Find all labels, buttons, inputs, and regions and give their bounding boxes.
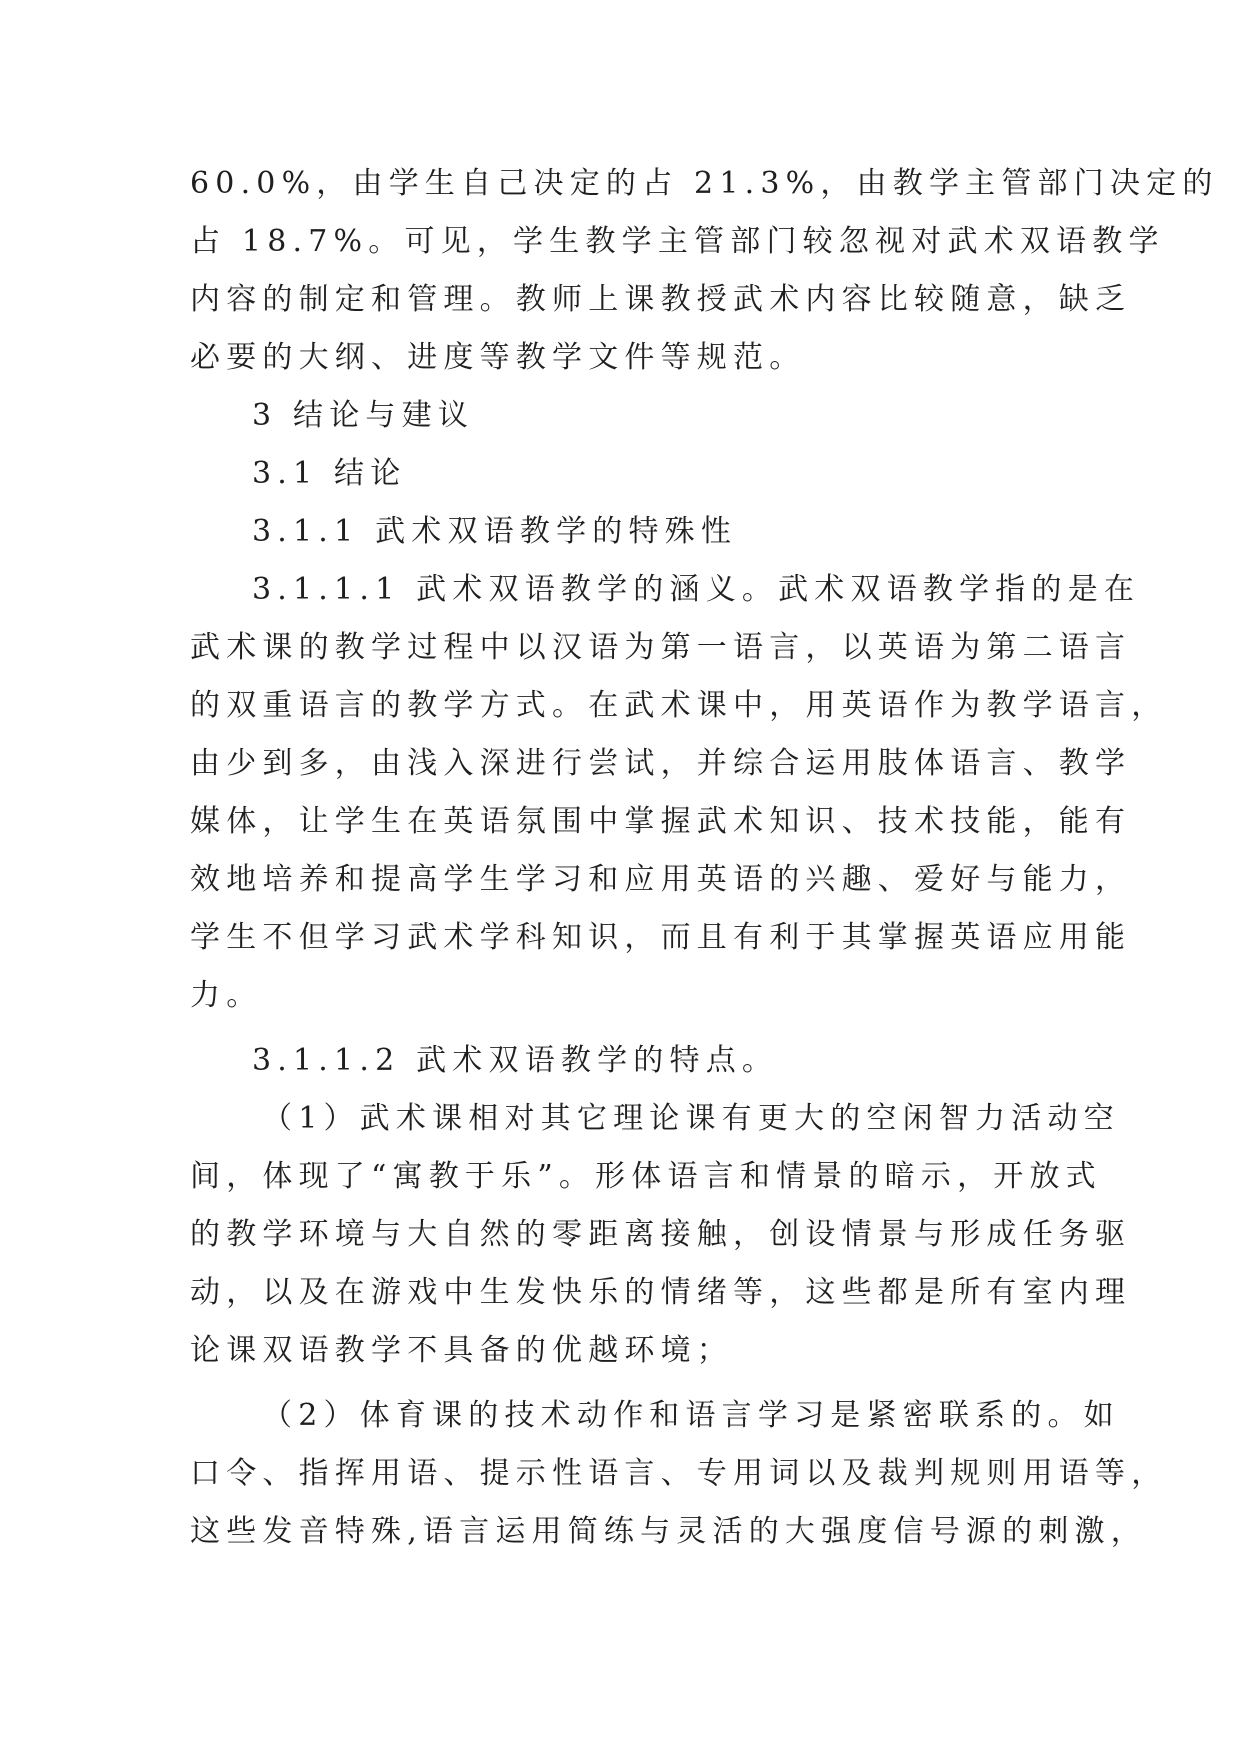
text-line: 力。 [190,978,263,1013]
text-line: 60.0%，由学生自己决定的占 21.3%，由教学主管部门决定的 [190,166,1219,201]
subsection-heading: 3.1 结论 [252,456,407,491]
text-line: 媒体，让学生在英语氛围中掌握武术知识、技术技能，能有 [190,804,1132,839]
section-heading: 3 结论与建议 [252,398,475,433]
text-line: 这些发音特殊,语言运用简练与灵活的大强度信号源的刺激， [190,1514,1147,1549]
text-line: 口令、指挥用语、提示性语言、专用词以及裁判规则用语等， [190,1456,1168,1491]
text-line: 间，体现了“寓教于乐”。形体语言和情景的暗示，开放式 [190,1159,1102,1194]
text-line: 由少到多，由浅入深进行尝试，并综合运用肢体语言、教学 [190,746,1132,781]
text-line: 武术课的教学过程中以汉语为第一语言，以英语为第二语言 [190,630,1132,665]
text-line: 学生不但学习武术学科知识，而且有利于其掌握英语应用能 [190,920,1132,955]
paragraph-start: 3.1.1.2 武术双语教学的特点。 [252,1043,779,1078]
subsubsection-heading: 3.1.1 武术双语教学的特殊性 [252,514,738,549]
list-item-1-start: （1）武术课相对其它理论课有更大的空闲智力活动空 [262,1101,1120,1136]
list-item-2-start: （2）体育课的技术动作和语言学习是紧密联系的。如 [262,1398,1120,1433]
text-line: 占 18.7%。可见，学生教学主管部门较忽视对武术双语教学 [190,224,1165,259]
text-line: 必要的大纲、进度等教学文件等规范。 [190,340,806,375]
text-line: 的双重语言的教学方式。在武术课中，用英语作为教学语言， [190,688,1168,723]
text-line: 动，以及在游戏中生发快乐的情绪等，这些都是所有室内理 [190,1275,1132,1310]
text-line: 效地培养和提高学生学习和应用英语的兴趣、爱好与能力， [190,862,1132,897]
text-line: 论课双语教学不具备的优越环境； [190,1333,733,1368]
text-line: 的教学环境与大自然的零距离接触，创设情景与形成任务驱 [190,1217,1132,1252]
text-line: 内容的制定和管理。教师上课教授武术内容比较随意，缺乏 [190,282,1132,317]
paragraph-start: 3.1.1.1 武术双语教学的涵义。武术双语教学指的是在 [252,572,1141,607]
